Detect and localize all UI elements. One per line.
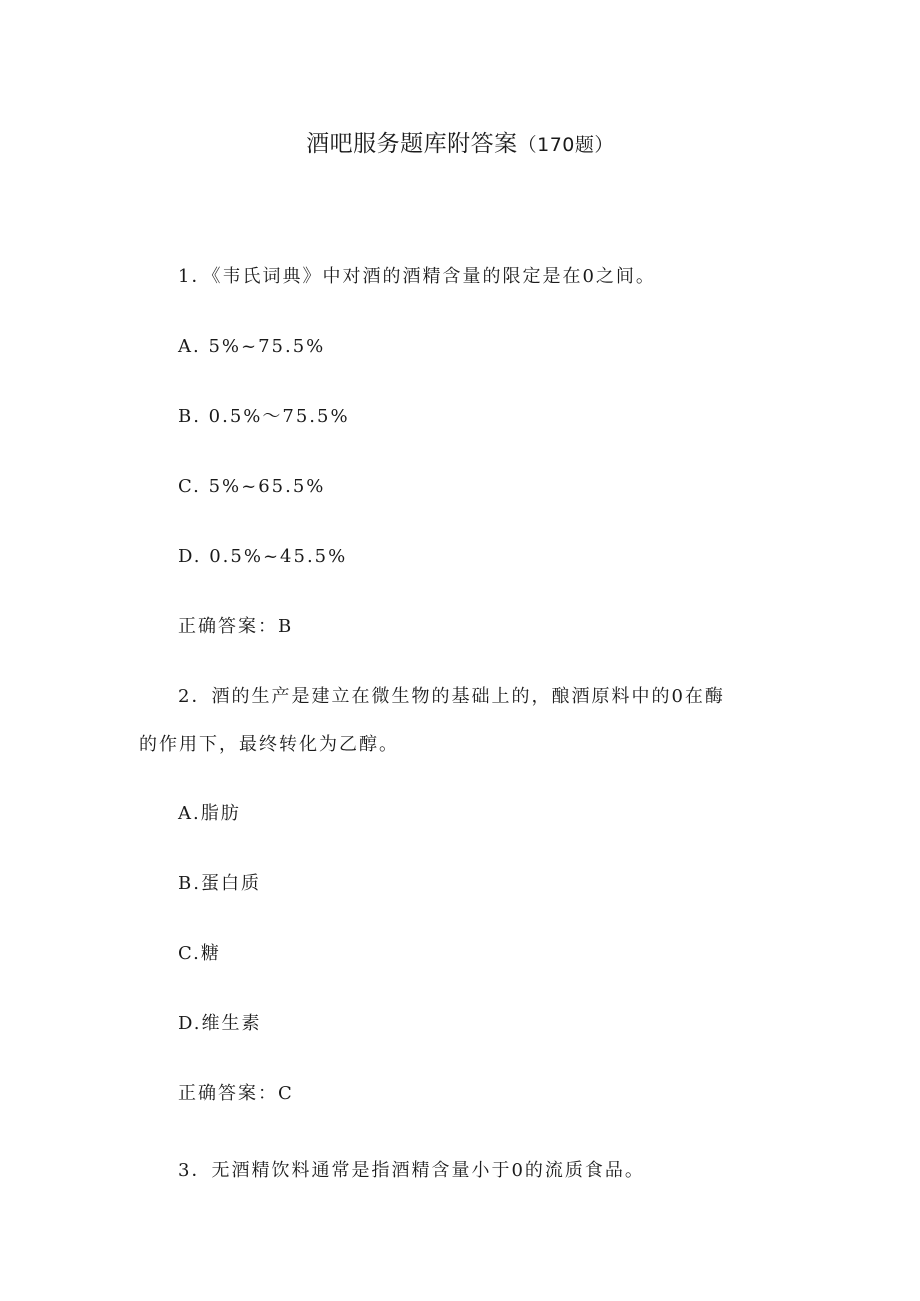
question-1-stem: 1．《韦氏词典》中对酒的酒精含量的限定是在0之间。 <box>178 266 656 287</box>
question-2-answer: 正确答案：C <box>178 1083 294 1104</box>
document-title-main: 酒吧服务题库附答案 <box>306 131 518 157</box>
document-title-count: （170题） <box>517 134 614 156</box>
question-2-stem-line-2: 的作用下，最终转化为乙醇。 <box>139 734 399 755</box>
question-1-answer: 正确答案：B <box>178 616 294 637</box>
question-1-option-b: B. 0.5%～75.5% <box>178 406 350 427</box>
question-2-option-b: B.蛋白质 <box>178 873 261 894</box>
question-1-option-d: D. 0.5%~45.5% <box>178 546 348 567</box>
question-3-stem: 3．无酒精饮料通常是指酒精含量小于0的流质食品。 <box>178 1160 645 1181</box>
document-title <box>0 126 920 163</box>
question-1-option-a: A. 5%~75.5% <box>178 336 326 357</box>
question-2-stem-line-1: 2．酒的生产是建立在微生物的基础上的，酿酒原料中的0在酶 <box>178 686 725 707</box>
question-2-option-c: C.糖 <box>178 943 221 964</box>
question-2-option-a: A.脂肪 <box>178 803 241 824</box>
question-1-option-c: C. 5%~65.5% <box>178 476 326 497</box>
question-2-option-d: D.维生素 <box>178 1013 262 1034</box>
